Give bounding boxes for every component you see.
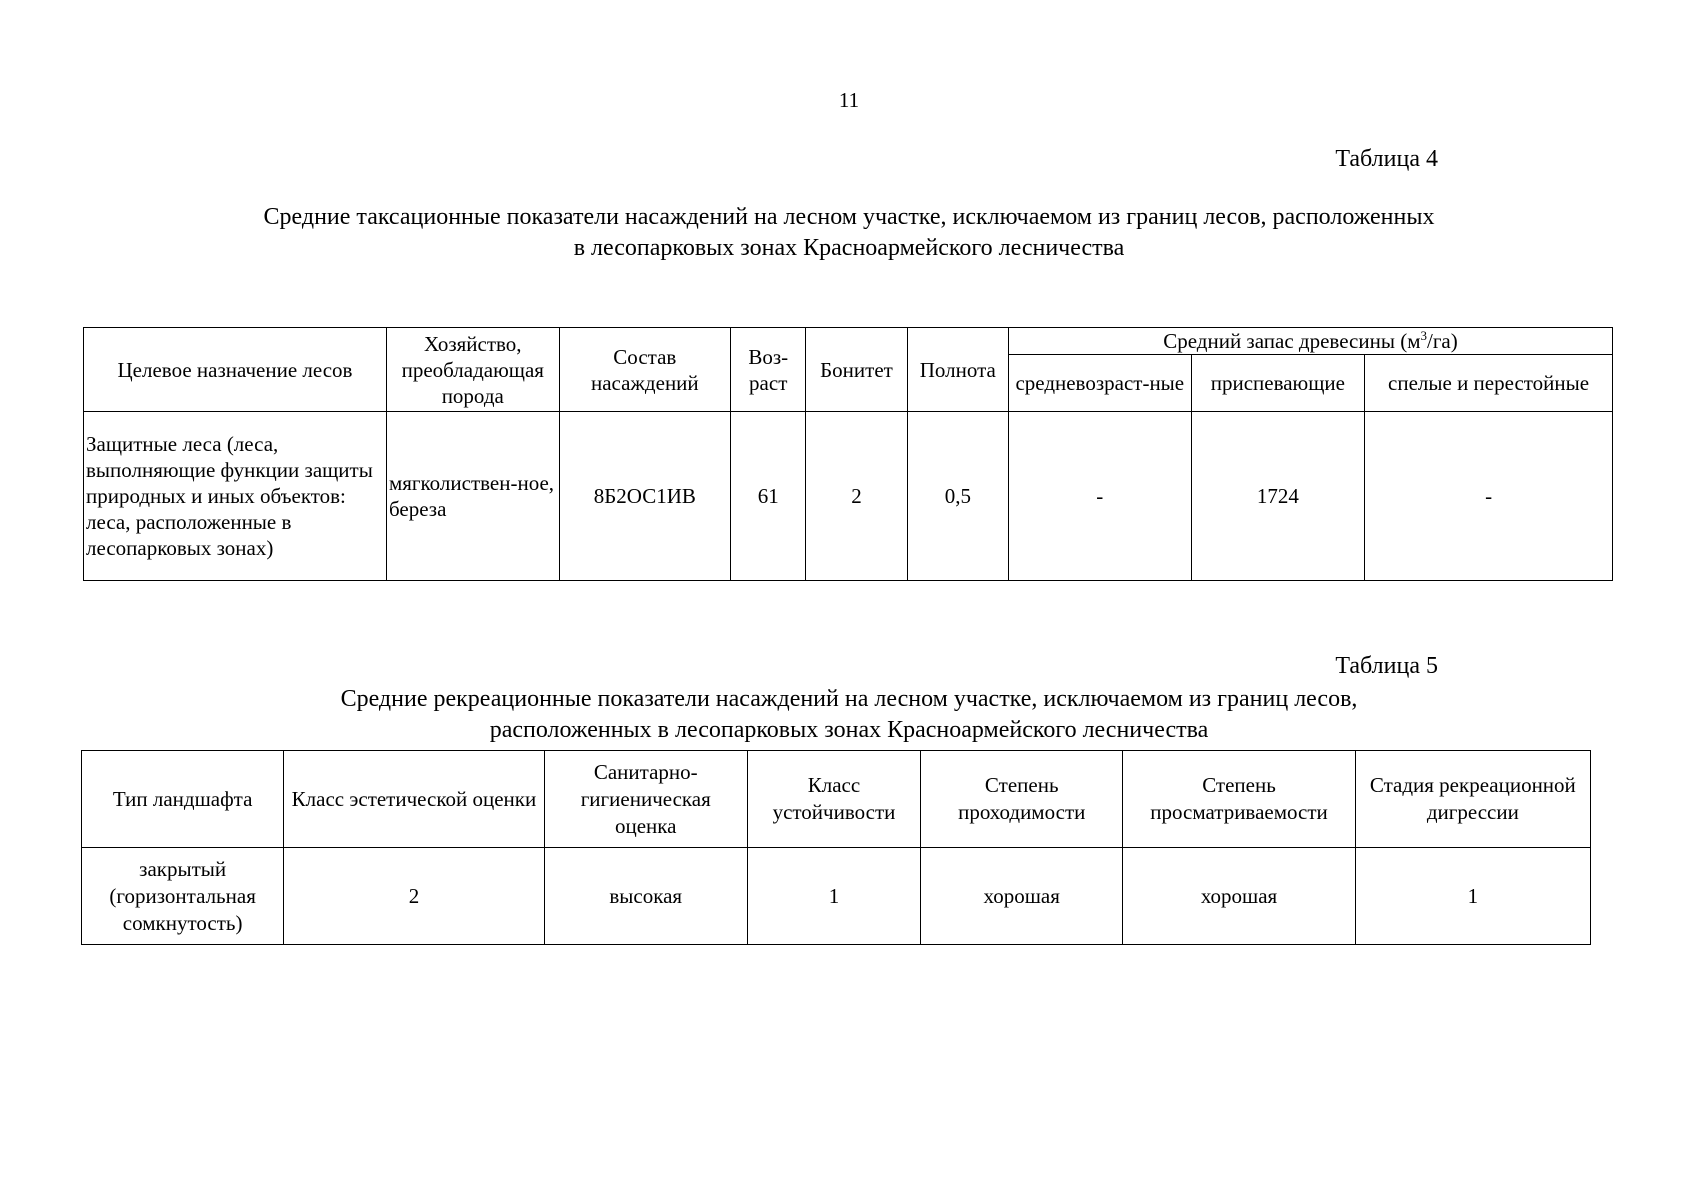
cell-density: 0,5 — [907, 412, 1008, 581]
cell-maturing: 1724 — [1191, 412, 1365, 581]
header-purpose: Целевое назначение лесов — [84, 328, 387, 412]
header-visibility: Степень просматриваемости — [1123, 751, 1355, 848]
cell-landscape: закрытый (горизонтальная сомкнутость) — [82, 848, 284, 945]
table4-caption-line2: в лесопарковых зонах Красноармейского лесничества — [573, 235, 1125, 261]
header-farm: Хозяйство, преобладающая порода — [386, 328, 559, 412]
cell-visibility: хорошая — [1123, 848, 1355, 945]
table-row — [84, 412, 1613, 581]
table4-caption — [0, 202, 1698, 264]
recreation-table — [81, 750, 1591, 945]
cell-farm: мягколиствен-ное, береза — [386, 412, 559, 581]
cell-digression: 1 — [1355, 848, 1590, 945]
cell-stability: 1 — [747, 848, 920, 945]
table5-caption-line1: Средние рекреационные показатели насаждений на лесном участке, исключаемом из границ лесов, — [340, 686, 1358, 712]
header-bonitet: Бонитет — [806, 328, 907, 412]
cell-middle-aged: - — [1008, 412, 1191, 581]
taxation-table — [83, 327, 1613, 581]
header-age: Воз-раст — [731, 328, 806, 412]
table4-header-row — [84, 328, 1613, 355]
header-mature: спелые и перестойные — [1365, 355, 1613, 412]
table5-label: Таблица 5 — [1335, 653, 1438, 679]
cell-composition: 8Б2ОС1ИВ — [559, 412, 731, 581]
header-passability: Степень проходимости — [921, 751, 1123, 848]
table4-caption-line1: Средние таксационные показатели насаждений на лесном участке, исключаемом из границ лесов, расположенных — [263, 204, 1435, 230]
cell-bonitet: 2 — [806, 412, 907, 581]
table-row — [82, 848, 1591, 945]
cell-purpose: Защитные леса (леса, выполняющие функции защиты природных и иных объектов: леса, расположенные в лесопарковых зонах) — [84, 412, 387, 581]
table4-label: Таблица 4 — [1335, 146, 1438, 172]
header-composition: Состав насаждений — [559, 328, 731, 412]
cell-mature: - — [1365, 412, 1613, 581]
header-middle-aged: средневозраст-ные — [1008, 355, 1191, 412]
cell-age: 61 — [731, 412, 806, 581]
table5-caption-line2: расположенных в лесопарковых зонах Красноармейского лесничества — [489, 717, 1209, 743]
header-maturing: приспевающие — [1191, 355, 1365, 412]
header-aesthetic: Класс эстетической оценки — [284, 751, 544, 848]
header-stock-group: Средний запас древесины $(м^3/га)$ — [1008, 328, 1612, 355]
page-number: 11 — [838, 88, 860, 112]
cell-sanitary: высокая — [544, 848, 747, 945]
header-sanitary: Санитарно-гигиеническая оценка — [544, 751, 747, 848]
header-stability: Класс устойчивости — [747, 751, 920, 848]
header-landscape: Тип ландшафта — [82, 751, 284, 848]
cell-aesthetic: 2 — [284, 848, 544, 945]
table5-caption — [0, 684, 1698, 746]
header-density: Полнота — [907, 328, 1008, 412]
header-digression: Стадия рекреационной дигрессии — [1355, 751, 1590, 848]
cell-passability: хорошая — [921, 848, 1123, 945]
table5-header-row — [82, 751, 1591, 848]
